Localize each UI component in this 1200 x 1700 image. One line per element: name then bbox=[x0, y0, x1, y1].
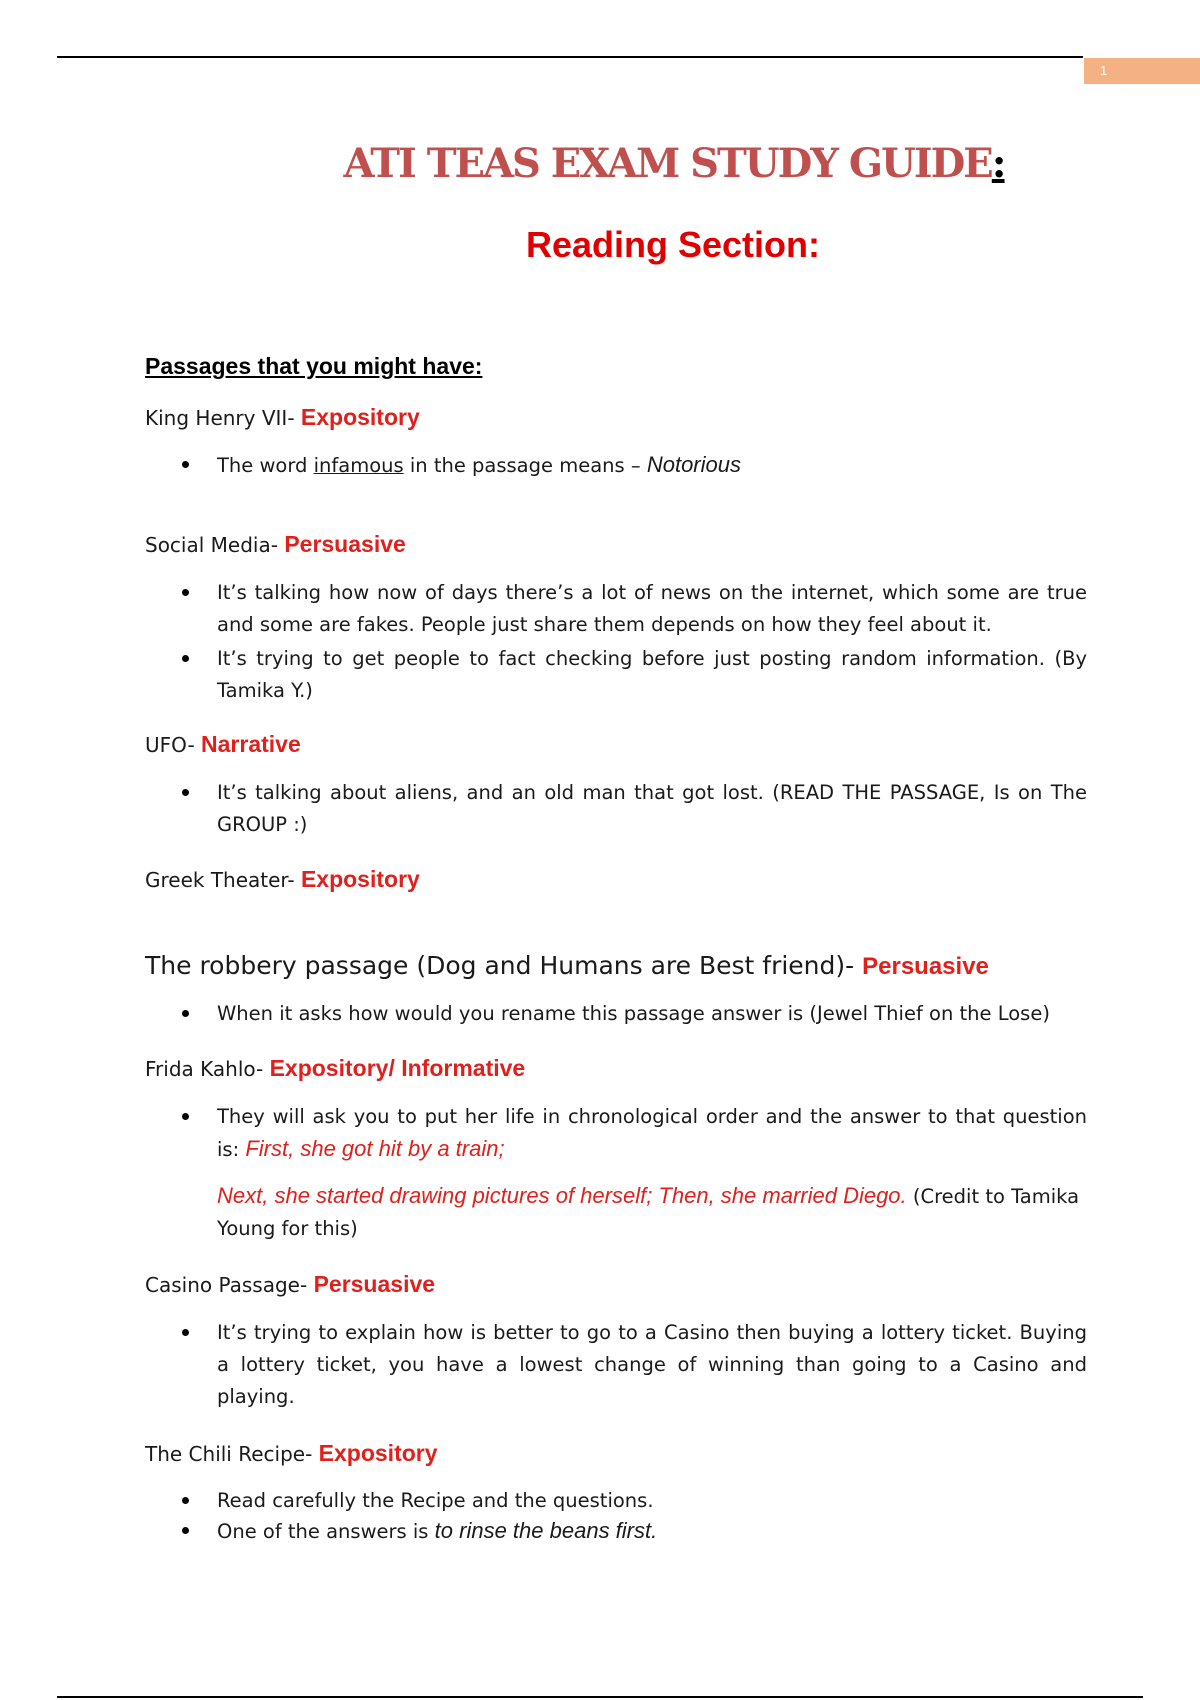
genre-tag: Narrative bbox=[201, 731, 301, 757]
bullet-frida: They will ask you to put her life in chronological order and the answer to that question is: First, she got hit by a train; bbox=[217, 1101, 1087, 1166]
bullet-king-henry: The word infamous in the passage means – Notorious bbox=[217, 449, 1087, 482]
genre-tag: Persuasive bbox=[313, 1271, 436, 1297]
intro-heading: Passages that you might have: bbox=[145, 353, 483, 379]
genre-tag: Expository/ Informative bbox=[269, 1055, 526, 1081]
bullet-frida-continued: Next, she started drawing pictures of herself; Then, she married Diego. (Credit to Tamika Young for this) bbox=[217, 1183, 1080, 1240]
footer-rule bbox=[57, 1696, 1143, 1698]
header-rule bbox=[57, 56, 1083, 58]
entry-label: UFO- bbox=[145, 733, 195, 757]
entry-ufo bbox=[145, 731, 301, 758]
genre-tag: Persuasive bbox=[284, 531, 406, 557]
answer: Notorious bbox=[646, 452, 741, 477]
answer: to rinse the beans first. bbox=[434, 1518, 658, 1543]
entry-label: The robbery passage (Dog and Humans are Best friend)- bbox=[145, 951, 855, 980]
genre-tag: Expository bbox=[318, 1440, 438, 1466]
document-title: ATI TEAS EXAM STUDY GUIDE: bbox=[343, 140, 1005, 187]
genre-tag: Expository bbox=[300, 866, 420, 892]
title-colon: : bbox=[991, 140, 1005, 187]
bullet-chili-1: Read carefully the Recipe and the questions. bbox=[217, 1485, 1087, 1517]
answer-red: First, she got hit by a train; bbox=[245, 1136, 505, 1161]
entry-label: King Henry VII- bbox=[145, 406, 295, 430]
entry-label: Social Media- bbox=[145, 533, 278, 557]
bullet-chili-2: One of the answers is to rinse the beans first. bbox=[217, 1515, 1087, 1548]
entry-social-media bbox=[145, 531, 406, 558]
entry-label: Frida Kahlo- bbox=[145, 1057, 264, 1081]
bullet-ufo: It’s talking about aliens, and an old man that got lost. (READ THE PASSAGE, Is on The GROUP :) bbox=[217, 777, 1087, 841]
entry-chili-recipe bbox=[145, 1440, 438, 1467]
page-number-tab bbox=[1084, 58, 1200, 84]
entry-label: The Chili Recipe- bbox=[145, 1442, 313, 1466]
answer-red: Next, she started drawing pictures of herself; Then, she married Diego. bbox=[217, 1183, 907, 1208]
bullet-casino: It’s trying to explain how is better to go to a Casino then buying a lottery ticket. Buying a lottery ticket, you have a lowest change of winning than going to a Casino and playing. bbox=[217, 1317, 1087, 1413]
entry-label: Casino Passage- bbox=[145, 1273, 308, 1297]
entry-frida-kahlo bbox=[145, 1055, 525, 1082]
entry-greek-theater bbox=[145, 866, 420, 893]
entry-label: Greek Theater- bbox=[145, 868, 295, 892]
underlined-word: infamous bbox=[313, 454, 404, 477]
bullet-social-media-2: It’s trying to get people to fact checking before just posting random information. (By Tamika Y.) bbox=[217, 643, 1087, 707]
genre-tag: Persuasive bbox=[862, 953, 989, 980]
bullet-social-media-1: It’s talking how now of days there’s a lot of news on the internet, which some are true and some are fakes. People just share them depends on how they feel about it. bbox=[217, 577, 1087, 641]
section-subtitle: Reading Section: bbox=[525, 224, 821, 265]
bullet-robbery: When it asks how would you rename this passage answer is (Jewel Thief on the Lose) bbox=[217, 998, 1087, 1030]
genre-tag: Expository bbox=[300, 404, 420, 430]
entry-robbery bbox=[145, 951, 989, 981]
page-number: 1 bbox=[1100, 63, 1108, 78]
entry-king-henry bbox=[145, 404, 420, 431]
entry-casino bbox=[145, 1271, 435, 1298]
